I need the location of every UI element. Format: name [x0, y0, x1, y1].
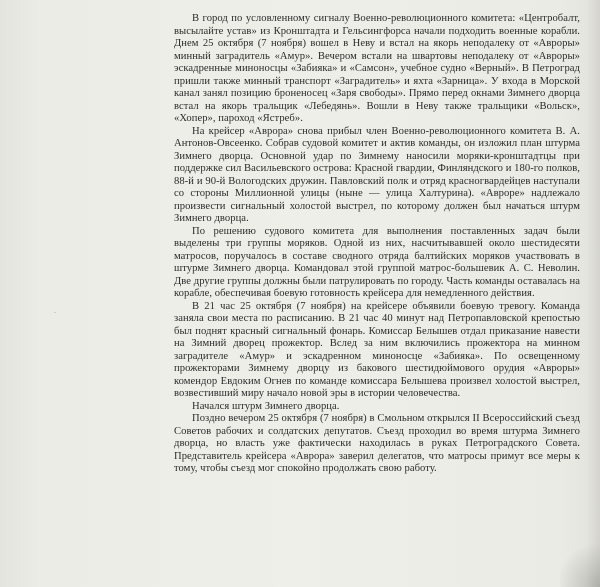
- paragraph-battle-alarm: В 21 час 25 октября (7 ноября) на крейсере объявили боевую тревогу. Команда заняла свои места по расписанию. В 21 час 40 минут над Петропавловской крепостью был поднят красный сигнальный фонарь. Комиссар Белышев отдал приказание навести на Зимний дворец прожектор. Вслед за ним включились прожектора на минном заградителе «Амур» и эскадренном миноносце «Забияка». По освещенному прожекторами Зимнему дворцу из бакового шестидюймового орудия «Авроры» комендор Евдоким Огнев по команде комиссара Белышева произвел холостой выстрел, возвестивший миру начало новой эры в истории человечества.: [174, 300, 580, 399]
- paragraph-soviet-congress: Поздно вечером 25 октября (7 ноября) в Смольном открылся II Всероссийский съезд Советов рабочих и солдатских депутатов. Съезд проходил во время штурма Зимнего дворца, но власть уже фактически находилась в руках Петроградского Совета. Представитель крейсера «Аврора» заверил делегатов, что матросы примут все меры к тому, чтобы съезд мог спокойно продолжать свою работу.: [174, 413, 580, 474]
- paragraph-storm-begins: Начался штурм Зимнего дворца.: [192, 400, 340, 412]
- text-column: [174, 13, 580, 573]
- paragraph-antonov-plan: На крейсер «Аврора» снова прибыл член Военно-революционного комитета В. А. Антонов-Овсеенко. Собрав судовой комитет и актив команды, он изложил план штурма Зимнего дворца. Основной удар по Зимнему наносили моряки-кронштадтцы при поддержке сил Васильевского острова: Красной гвардии, Финляндского и 180-го полков, 88-й и 90-й Вологодских дружин. Павловский полк и отряд красногвардейцев наступали со стороны Миллионной улицы (ныне — улица Халтурина). «Авроре» надлежало произвести сигнальный холостой выстрел, по которому должен был начаться штурм Зимнего дворца.: [174, 125, 580, 224]
- paragraph-sailor-groups: По решению судового комитета для выполнения поставленных задач были выделены три группы моряков. Одной из них, насчитывавшей около шестидесяти матросов, поручалось в составе сводного отряда балтийских моряков участвовать в штурме Зимнего дворца. Командовал этой группой матрос-большевик А. С. Неволин. Две другие группы должны были патрулировать по городу. Часть команды оставалась на корабле, обеспечивая боевую готовность крейсера для немедленного действия.: [174, 225, 580, 299]
- page-edge-shadow: [586, 0, 600, 587]
- paragraph-ships-arrival: В город по условленному сигналу Военно-революционного комитета: «Центробалт, высылайте устав» из Кронштадта и Гельсингфорса начали подходить военные корабли. Днем 25 октября (7 ноября) вошел в Неву и встал на якорь неподалеку от «Авроры» минный заградитель «Амур». Вечером встали на швартовы неподалеку от «Авроры» эскадренные миноносцы «Забияка» и «Самсон», учебное судно «Верный». В Петроград пришли также минный транспорт «Заградитель» и яхта «Зарница». У входа в Морской канал занял позицию броненосец «Заря свободы». Прямо перед окнами Зимнего дворца встал на якорь тральщик «Лебедянь». Вошли в Неву также тральщики «Вольск», «Хопер», пароход «Ястреб».: [174, 13, 580, 124]
- margin-speck: ·: [54, 310, 56, 317]
